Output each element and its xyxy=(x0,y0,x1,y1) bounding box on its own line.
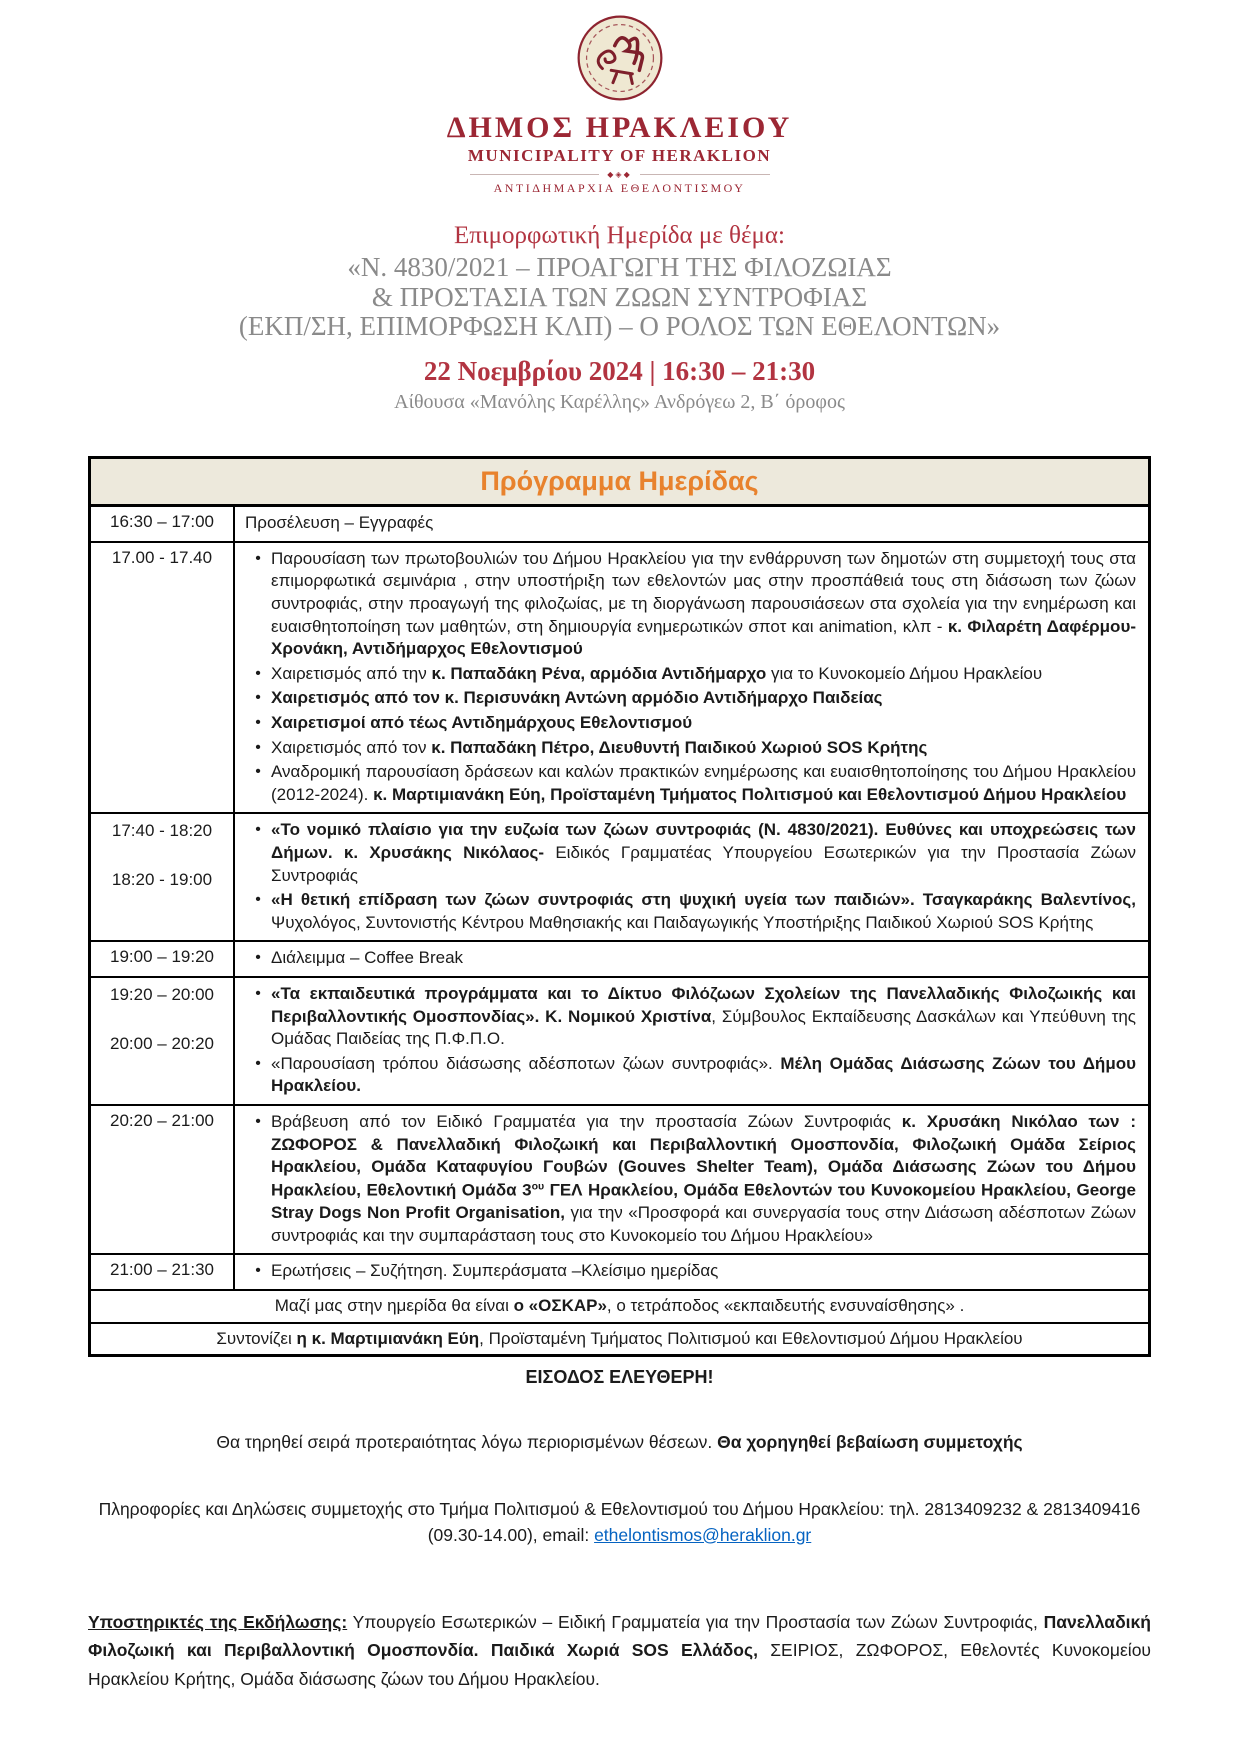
text-bold: ο «ΟΣΚΑΡ» xyxy=(513,1296,607,1315)
text-bold: κ. Φιλαρέτη Δαφέρμου-Χρονάκη, Αντιδήμαρχος Εθελοντισμού xyxy=(271,616,1136,659)
time-label: 20:20 – 21:00 xyxy=(110,1111,214,1131)
event-venue: Αίθουσα «Μανόλης Καρέλλης» Ανδρόγεω 2, Β΄ όροφος xyxy=(394,391,845,414)
text-bold: «Το νομικό πλαίσιο για την ευζωία των ζώων συντροφιάς (Ν. 4830/2021). Ευθύνες και υποχρεώσεις των Δήμων. κ. Χρυσάκης Νικόλαος- xyxy=(271,820,1136,862)
program-item xyxy=(245,947,1136,970)
bullet-icon: • xyxy=(255,891,261,909)
program-content-cell xyxy=(234,542,1150,814)
text: Χαιρετισμός από τον xyxy=(271,737,432,757)
time-label: 19:20 – 20:00 xyxy=(110,985,214,1005)
bullet-icon: • xyxy=(255,1113,261,1131)
diamond-ornament-icon: ◆◈◆ xyxy=(607,170,632,179)
time-slot-cell xyxy=(90,542,235,814)
event-title-line-3: (ΕΚΠ/ΣΗ, ΕΠΙΜΟΡΦΩΣΗ ΚΛΠ) – Ο ΡΟΛΟΣ ΤΩΝ ΕΘΕΛΟΝΤΩΝ» xyxy=(238,311,1001,342)
program-content-cell xyxy=(234,1105,1150,1254)
program-row xyxy=(90,941,1150,977)
text-bold: Χαιρετισμοί από τέως Αντιδημάρχους Εθελοντισμού xyxy=(271,712,693,732)
text-bold: των : xyxy=(1077,1112,1136,1132)
program-row xyxy=(90,1105,1150,1254)
text-bold: Θα χορηγηθεί βεβαίωση συμμετοχής xyxy=(717,1432,1023,1453)
text-bold: Μέλη Ομάδας Διάσωσης Ζώων του Δήμου Ηρακλείου. xyxy=(271,1053,1136,1096)
text-bold: ου xyxy=(531,1179,545,1192)
program-note-text xyxy=(90,1290,1150,1323)
program-item xyxy=(245,1111,1136,1247)
org-name-english: MUNICIPALITY OF HERAKLION xyxy=(467,146,772,165)
bullet-icon: • xyxy=(255,713,261,731)
program-item-text xyxy=(271,889,1136,934)
priority-note xyxy=(88,1432,1151,1453)
org-name-greek: ΔΗΜΟΣ ΗΡΑΚΛΕΙΟΥ xyxy=(446,111,793,144)
text: Βράβευση από τον Ειδικό Γραμματέα για την προστασία Ζώων Συντροφιάς xyxy=(271,1112,902,1132)
time-label: 18:20 - 19:00 xyxy=(111,869,213,889)
time-slot-cell xyxy=(90,1254,235,1290)
program-item-text xyxy=(271,663,1136,686)
program-content-cell xyxy=(234,941,1150,977)
contact-info xyxy=(88,1497,1151,1548)
time-label: 17:40 - 18:20 xyxy=(111,821,213,841)
program-content-cell xyxy=(234,506,1150,542)
text-bold: αρμόδια Αντιδήμαρχο xyxy=(589,663,767,683)
program-header-row xyxy=(90,458,1150,506)
text: Θα τηρηθεί σειρά προτεραιότητας λόγω περιορισμένων θέσεων. xyxy=(216,1432,718,1453)
time-label: 21:00 – 21:30 xyxy=(110,1260,214,1280)
program-content-cell xyxy=(234,1254,1150,1290)
program-item-text xyxy=(271,1260,1136,1283)
program-item-text xyxy=(271,983,1136,1051)
program-item xyxy=(245,663,1136,686)
program-item xyxy=(245,737,1136,760)
program-table xyxy=(88,456,1151,1357)
bullet-icon: • xyxy=(255,1054,261,1072)
program-note-row xyxy=(90,1290,1150,1323)
bullet-icon: • xyxy=(255,985,261,1003)
bullet-icon: • xyxy=(255,549,261,567)
event-datetime: 22 Νοεμβρίου 2024 | 16:30 – 21:30 xyxy=(423,356,816,387)
program-item xyxy=(245,1053,1136,1098)
text-bold: ΖΩΦΟΡΟΣ & Πανελλαδική Φιλοζωική και Περιβαλλοντική Ομοσπονδία, Φιλοζωική Ομάδα Σείριος Ηρακλείου, Ομάδα Καταφυγίου Γουβών (Gouves Shelter Team), Ομάδα Διάσωσης Ζώων του Δήμου Ηρακλείου, Εθελοντική Ομάδα 3 xyxy=(271,1134,1136,1200)
time-slot-cell xyxy=(90,813,235,941)
org-department: ΑΝΤΙΔΗΜΑΡΧΙΑ ΕΘΕΛΟΝΤΙΣΜΟΥ xyxy=(493,181,746,195)
program-row xyxy=(90,1254,1150,1290)
event-title-block xyxy=(88,222,1151,414)
bullet-icon: • xyxy=(255,689,261,707)
program-item xyxy=(245,761,1136,806)
time-slot-cell xyxy=(90,941,235,977)
text-bold: , xyxy=(580,663,590,683)
text-bold: κ. Παπαδάκη Πέτρο, Διευθυντή Παιδικού Χωριού SOS Κρήτης xyxy=(431,737,928,757)
program-item-text xyxy=(271,1053,1136,1098)
time-slot-cell xyxy=(90,977,235,1105)
bullet-icon: • xyxy=(255,738,261,756)
event-title-line-2: & ΠΡΟΣΤΑΣΙΑ ΤΩΝ ΖΩΩΝ ΣΥΝΤΡΟΦΙΑΣ xyxy=(371,281,868,312)
program-item-text xyxy=(271,687,1136,710)
text: για την «Προσφορά και συνεργασία τους στην Διάσωση αδέσποτων Ζώων συντροφιάς και την συμπαράσταση τους στο Κυνοκομείο του Δήμου Ηρακλείου» xyxy=(271,1203,1136,1245)
program-item-text xyxy=(271,1111,1136,1247)
program-content-cell xyxy=(234,813,1150,941)
supporters-note xyxy=(88,1608,1151,1693)
org-divider xyxy=(470,170,770,179)
bullet-icon: • xyxy=(255,949,261,967)
text: , Σύμβουλος Εκπαίδευσης Δασκάλων και Υπεύθυνη της Ομάδας Παιδείας της Π.Φ.Π.Ο. xyxy=(271,1006,1136,1049)
text: Μαζί μας στην ημερίδα θα είναι xyxy=(274,1296,514,1315)
org-header xyxy=(88,14,1151,196)
text-bold: «Η θετική επίδραση των ζώων συντροφιάς στη ψυχική υγεία των παιδιών». Τσαγκαράκης Βαλεντίνος, xyxy=(271,890,1136,910)
text-bold: ΓΕΛ Ηρακλείου, Ομάδα Εθελοντών του Κυνοκομείου Ηρακλείου, George Stray Dogs Non Profit Organisation, xyxy=(271,1180,1136,1223)
text-bold: Υποστηρικτές της Εκδήλωσης: xyxy=(88,1611,348,1632)
program-item-text xyxy=(271,947,1136,970)
bullet-icon: • xyxy=(255,1262,261,1280)
time-label: 19:00 – 19:20 xyxy=(110,947,214,967)
text-bold: η κ. Μαρτιμιανάκη Εύη xyxy=(296,1328,480,1348)
email-link[interactable]: ethelontismos@heraklion.gr xyxy=(594,1524,812,1545)
text: Παρουσίαση των πρωτοβουλιών του Δήμου Ηρακλείου για την ενθάρρυνση των δημοτών στη συμμετοχή τους στα επιμορφωτικά σεμινάρια , στην υποστήριξη των εθελοντών μας στην προσπάθειά τους στη διάσωση των ζώων συντροφιάς, στην προαγωγή της φιλοζωίας, με τη διοργάνωση παρουσιάσεων στα σχολεία για την ενημέρωση και ευαισθητοποίηση των μαθητών, στη δημιουργία ενημερωτικών σποτ και animation, κλπ - xyxy=(271,548,1136,636)
text: για το Κυνοκομείο Δήμου Ηρακλείου xyxy=(766,663,1043,683)
program-item xyxy=(245,712,1136,735)
text: Διάλειμμα – Coffee Break xyxy=(271,948,464,968)
time-label: 17.00 - 17.40 xyxy=(111,547,213,567)
program-item xyxy=(245,548,1136,661)
program-item xyxy=(245,819,1136,887)
text: Ψυχολόγος, Συντονιστής Κέντρου Μαθησιακής και Παιδαγωγικής Υποστήριξης Παιδικού Χωριού SOS Κρήτης xyxy=(271,912,1094,932)
program-item-text xyxy=(271,712,1136,735)
program-content-cell xyxy=(234,977,1150,1105)
program-row xyxy=(90,813,1150,941)
text: ΣΕΙΡΙΟΣ, ΖΩΦΟΡΟΣ, Εθελοντές Κυνοκομείου Ηρακλείου Κρήτης, Ομάδα διάσωσης ζώων του Δήμου Ηρακλείου. xyxy=(88,1640,1151,1689)
text: «Παρουσίαση τρόπου διάσωσης αδέσποτων ζώων συντροφιάς». xyxy=(271,1053,781,1073)
program-item-text xyxy=(271,548,1136,661)
program-item-text xyxy=(271,737,1136,760)
program-item-text xyxy=(271,761,1136,806)
text: Συντονίζει xyxy=(216,1328,297,1348)
program-title: Πρόγραμμα Ημερίδας xyxy=(90,458,1150,506)
text-bold: κ. Χρυσάκη Νικόλαο xyxy=(901,1112,1078,1132)
text: Ερωτήσεις – Συζήτηση. Συμπεράσματα –Κλείσιμο ημερίδας xyxy=(271,1261,719,1281)
text: Ειδικός Γραμματέας Υπουργείου Εσωτερικών για την Προστασία Ζώων Συντροφιάς xyxy=(271,842,1136,885)
bullet-icon: • xyxy=(255,763,261,781)
municipality-emblem-icon xyxy=(576,14,664,102)
time-label: 16:30 – 17:00 xyxy=(110,512,214,532)
free-entry-note: ΕΙΣΟΔΟΣ ΕΛΕΥΘΕΡΗ! xyxy=(525,1367,714,1388)
text-bold: «Τα εκπαιδευτικά προγράμματα και το Δίκτυο Φιλόζωων Σχολείων της Πανελλαδικής Φιλοζωικής και Περιβαλλοντικής Ομοσπονδίας». Κ. Νομικού Χριστίνα xyxy=(271,984,1136,1026)
text-bold: Χαιρετισμός από τον κ. Περισυνάκη Αντώνη αρμόδιο Αντιδήμαρχο Παιδείας xyxy=(271,688,883,708)
text-bold: κ. Μαρτιμιανάκη Εύη, Προϊσταμένη Τμήματος Πολιτισμού και Εθελοντισμού Δήμου Ηρακλείου xyxy=(373,784,1127,804)
program-item-text xyxy=(245,512,1136,535)
program-item-text xyxy=(271,819,1136,887)
text: Προσέλευση – Εγγραφές xyxy=(245,513,434,533)
program-item xyxy=(245,1260,1136,1283)
program-row xyxy=(90,977,1150,1105)
text: Πληροφορίες και Δηλώσεις συμμετοχής στο Τμήμα Πολιτισμού & Εθελοντισμού του Δήμου Ηρακλείου: τηλ. 2813409232 & 2813409416 (09.30-14.00), email: xyxy=(98,1499,1141,1545)
program-row xyxy=(90,542,1150,814)
time-slot-cell xyxy=(90,1105,235,1254)
event-title xyxy=(88,253,1151,342)
event-title-line-1: «Ν. 4830/2021 – ΠΡΟΑΓΩΓΗ ΤΗΣ ΦΙΛΟΖΩΙΑΣ xyxy=(347,252,892,282)
time-label: 20:00 – 20:20 xyxy=(110,1033,214,1053)
program-note-row xyxy=(90,1323,1150,1356)
program-item xyxy=(245,687,1136,710)
text-bold: κ. Παπαδάκη Ρένα xyxy=(431,663,581,683)
text: , ο τετράποδος «εκπαιδευτής ενσυναίσθησης» . xyxy=(606,1296,965,1315)
time-slot-cell xyxy=(90,506,235,542)
bullet-icon: • xyxy=(255,664,261,682)
program-note-text xyxy=(90,1323,1150,1356)
program-row xyxy=(90,506,1150,542)
bullet-icon: • xyxy=(255,821,261,839)
text: , Προϊσταμένη Τμήματος Πολιτισμού και Εθελοντισμού Δήμου Ηρακλείου xyxy=(479,1328,1023,1348)
program-item xyxy=(245,983,1136,1051)
text: Αναδρομική παρουσίαση δράσεων και καλών πρακτικών ενημέρωσης και ευαισθητοποίησης του Δήμου Ηρακλείου (2012-2024). xyxy=(271,762,1136,804)
text: Χαιρετισμός από την xyxy=(271,663,432,683)
text-bold: Πανελλαδική Φιλοζωική και Περιβαλλοντική Ομοσπονδία. Παιδικά Χωριά SOS Ελλάδος, xyxy=(88,1611,1151,1661)
program-item xyxy=(245,889,1136,934)
event-intro: Επιμορφωτική Ημερίδα με θέμα: xyxy=(454,222,785,249)
program-item xyxy=(245,512,1136,535)
text: Υπουργείο Εσωτερικών – Ειδική Γραμματεία για την Προστασία των Ζώων Συντροφιάς, xyxy=(347,1611,1044,1632)
